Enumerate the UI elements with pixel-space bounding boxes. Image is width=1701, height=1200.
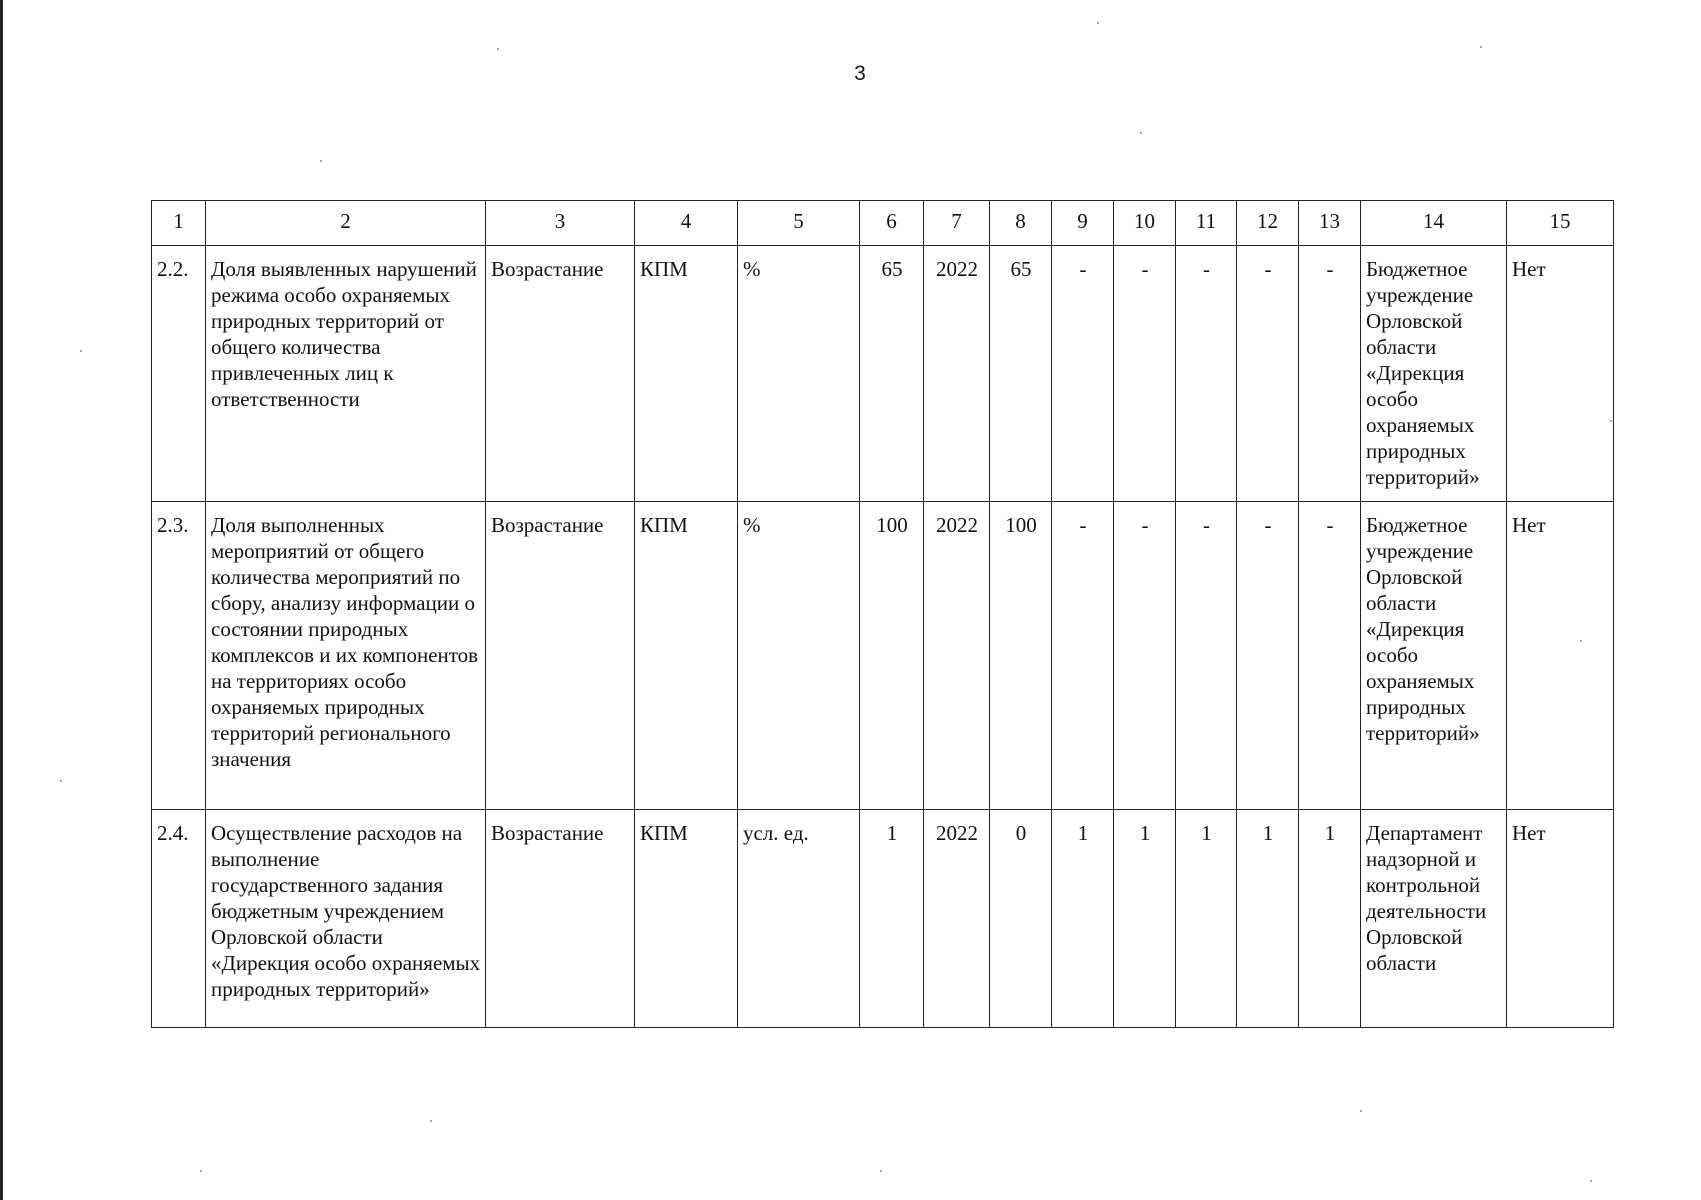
value-cell: - — [1299, 502, 1361, 810]
level-cell: КПМ — [635, 502, 738, 810]
column-header: 10 — [1114, 201, 1176, 246]
value-cell: - — [1299, 246, 1361, 502]
table-row — [152, 502, 1614, 810]
flag-cell: Нет — [1507, 246, 1614, 502]
row-number: 2.3. — [152, 502, 206, 810]
table-header-row — [152, 201, 1614, 246]
flag-cell: Нет — [1507, 810, 1614, 1028]
trend-cell: Возрастание — [486, 810, 635, 1028]
column-header: 2 — [206, 201, 486, 246]
column-header: 9 — [1052, 201, 1114, 246]
base-year-cell: 2022 — [924, 502, 990, 810]
base-value-cell: 100 — [860, 502, 924, 810]
table-row — [152, 246, 1614, 502]
row-number: 2.2. — [152, 246, 206, 502]
scan-speck — [497, 48, 499, 50]
value-cell: 100 — [990, 502, 1052, 810]
value-cell: - — [1114, 246, 1176, 502]
flag-cell: Нет — [1507, 502, 1614, 810]
value-cell: 1 — [1052, 810, 1114, 1028]
indicator-name: Доля выявленных нарушений режима особо охраняемых природных территорий от общего количества привлеченных лиц к ответственности — [206, 246, 486, 502]
responsible-cell: Бюджетное учреждение Орловской области «Дирекция особо охраняемых природных территорий» — [1361, 502, 1507, 810]
value-cell: - — [1052, 246, 1114, 502]
scan-speck — [60, 780, 62, 782]
column-header: 8 — [990, 201, 1052, 246]
table-row — [152, 810, 1614, 1028]
value-cell: 1 — [1114, 810, 1176, 1028]
column-header: 11 — [1176, 201, 1237, 246]
page-number: 3 — [854, 62, 866, 85]
base-year-cell: 2022 — [924, 246, 990, 502]
column-header: 7 — [924, 201, 990, 246]
value-cell: - — [1176, 502, 1237, 810]
value-cell: - — [1237, 246, 1299, 502]
scan-speck — [1480, 46, 1482, 48]
indicators-table — [151, 200, 1614, 1028]
unit-cell: усл. ед. — [738, 810, 860, 1028]
scan-speck — [1590, 1180, 1592, 1182]
trend-cell: Возрастание — [486, 246, 635, 502]
column-header: 6 — [860, 201, 924, 246]
scan-speck — [1580, 640, 1582, 642]
trend-cell: Возрастание — [486, 502, 635, 810]
value-cell: - — [1052, 502, 1114, 810]
column-header: 4 — [635, 201, 738, 246]
base-value-cell: 65 — [860, 246, 924, 502]
column-header: 5 — [738, 201, 860, 246]
column-header: 12 — [1237, 201, 1299, 246]
level-cell: КПМ — [635, 810, 738, 1028]
value-cell: 0 — [990, 810, 1052, 1028]
scan-speck — [320, 160, 322, 162]
value-cell: 1 — [1176, 810, 1237, 1028]
page-left-edge — [0, 0, 3, 1200]
base-year-cell: 2022 — [924, 810, 990, 1028]
value-cell: 1 — [1299, 810, 1361, 1028]
responsible-cell: Департамент надзорной и контрольной деятельности Орловской области — [1361, 810, 1507, 1028]
level-cell: КПМ — [635, 246, 738, 502]
scan-speck — [1140, 132, 1142, 134]
column-header: 1 — [152, 201, 206, 246]
scan-speck — [1610, 420, 1612, 422]
scan-speck — [1360, 1110, 1362, 1112]
value-cell: 1 — [1237, 810, 1299, 1028]
scan-speck — [430, 1120, 432, 1122]
responsible-cell: Бюджетное учреждение Орловской области «Дирекция особо охраняемых природных территорий» — [1361, 246, 1507, 502]
column-header: 15 — [1507, 201, 1614, 246]
value-cell: - — [1114, 502, 1176, 810]
scan-speck — [1097, 22, 1099, 24]
scan-speck — [880, 1170, 882, 1172]
indicator-name: Доля выполненных мероприятий от общего количества мероприятий по сбору, анализу информации о состоянии природных комплексов и их компонентов на территориях особо охраняемых природных территорий регионального значения — [206, 502, 486, 810]
value-cell: - — [1176, 246, 1237, 502]
row-number: 2.4. — [152, 810, 206, 1028]
unit-cell: % — [738, 502, 860, 810]
scan-speck — [80, 350, 82, 352]
value-cell: 65 — [990, 246, 1052, 502]
base-value-cell: 1 — [860, 810, 924, 1028]
unit-cell: % — [738, 246, 860, 502]
column-header: 3 — [486, 201, 635, 246]
scan-speck — [200, 1170, 202, 1172]
value-cell: - — [1237, 502, 1299, 810]
column-header: 13 — [1299, 201, 1361, 246]
indicator-name: Осуществление расходов на выполнение государственного задания бюджетным учреждением Орловской области «Дирекция особо охраняемых природных территорий» — [206, 810, 486, 1028]
column-header: 14 — [1361, 201, 1507, 246]
